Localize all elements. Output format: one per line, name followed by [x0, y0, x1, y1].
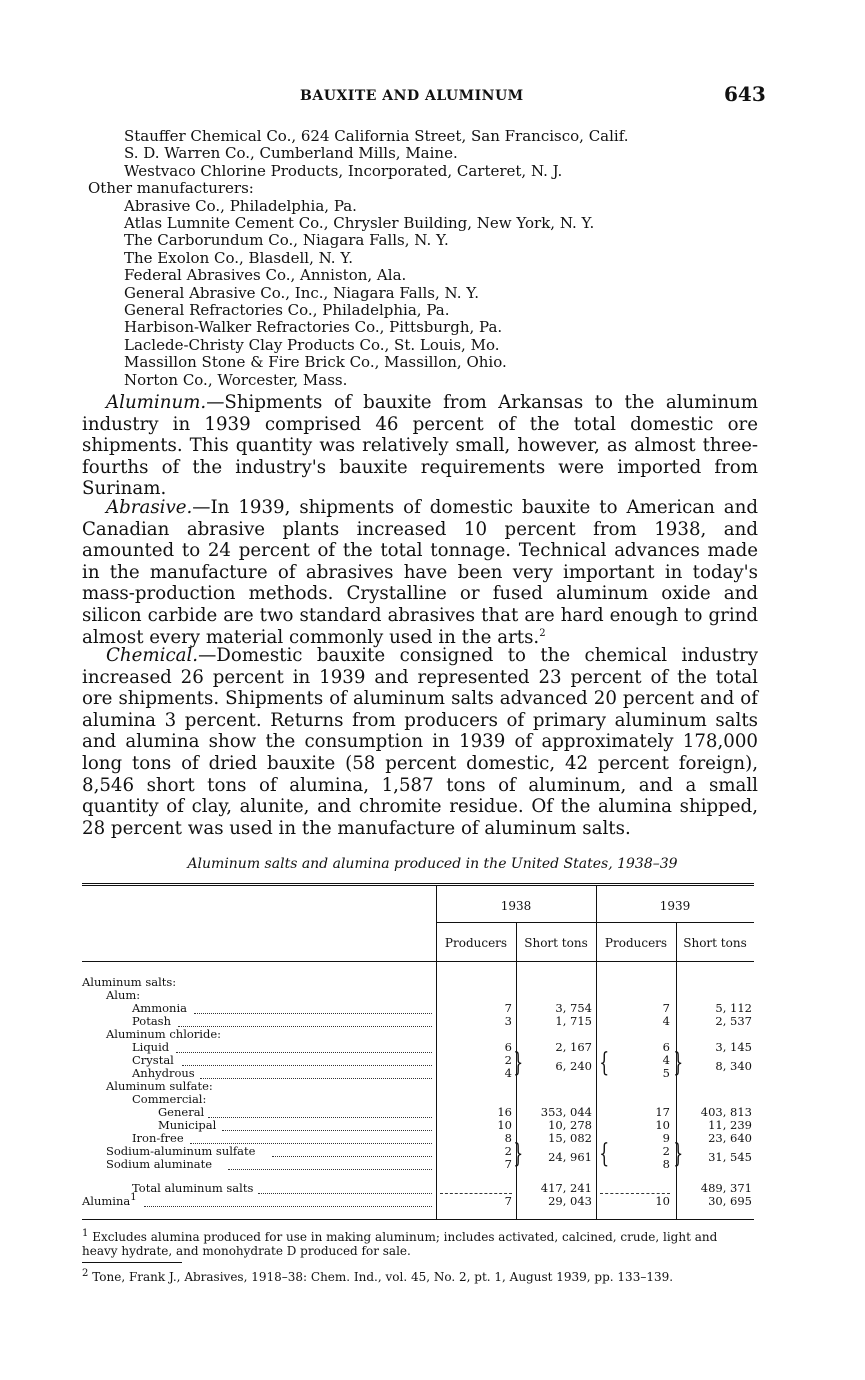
cell-producers-1939: 4	[662, 1014, 670, 1028]
cell-tons-1939: 31, 545	[708, 1150, 752, 1164]
leader-dots	[194, 1012, 432, 1014]
cell-producers-1939: 2	[662, 1144, 670, 1158]
row-label: Anhydrous	[132, 1066, 195, 1080]
col-header-tons-1939: Short tons	[683, 936, 747, 950]
cell-producers-1939: 7	[662, 1001, 670, 1015]
data-table	[82, 881, 754, 1220]
cell-producers-1939: 9	[662, 1131, 670, 1145]
cell-tons-1938: 2, 167	[555, 1040, 592, 1054]
list-item: General Refractories Co., Philadelphia, Pa.	[124, 301, 450, 320]
list-item: The Carborundum Co., Niagara Falls, N. Y.	[124, 231, 449, 250]
row-label: Aluminum sulfate:	[106, 1079, 213, 1093]
cell-producers-1938: 6	[504, 1040, 512, 1054]
footnote-ref: 1	[130, 1192, 137, 1204]
leader-dots	[228, 1168, 432, 1170]
footnote-rule	[82, 1262, 182, 1263]
cell-tons-1938: 353, 044	[540, 1105, 592, 1119]
leader-dots	[176, 1051, 432, 1053]
year-header-1939: 1939	[659, 899, 691, 913]
list-heading: Other manufacturers:	[88, 179, 254, 198]
page-header	[0, 80, 865, 110]
row-label: Municipal	[158, 1118, 217, 1132]
table-rule-year	[436, 922, 754, 923]
list-item: Westvaco Chlorine Products, Incorporated, Carteret, N. J.	[124, 161, 563, 180]
brace: }	[673, 1048, 684, 1078]
cell-tons-1938: 29, 043	[548, 1194, 592, 1208]
brace: }	[673, 1139, 684, 1169]
paragraph-lead: Chemical.	[106, 645, 199, 666]
cell-tons-1938: 10, 278	[548, 1118, 592, 1132]
manufacturer-list	[88, 128, 788, 389]
cell-producers-1939: 10	[655, 1118, 670, 1132]
cell-tons-1938: 3, 754	[555, 1001, 592, 1015]
cell-producers-1939: 10	[655, 1194, 670, 1208]
footnote-1	[82, 1230, 754, 1258]
cell-producers-1939: 5	[662, 1066, 670, 1080]
leader-dots	[258, 1192, 432, 1194]
list-item: S. D. Warren Co., Cumberland Mills, Maine.	[124, 144, 458, 163]
list-item: Atlas Lumnite Cement Co., Chrysler Building, New York, N. Y.	[124, 214, 595, 233]
paragraph-text: —Domestic bauxite consigned to the chemical industry increased 26 percent in 1939 and represented 23 percent of the total ore shipments. Shipments of aluminum salts advanced 20 percent and of alumina 3 percent. Returns from producers of primary aluminum salts and alumina show the consumption in 1939 of approximately 178,000 long tons of dried bauxite (58 percent domestic, 42 percent foreign), 8,546 short tons of alumina, 1,587 tons of aluminum, and a small quantity of clay, alunite, and chromite residue. Of the alumina shipped, 28 percent was used in the manufacture of aluminum salts.	[82, 645, 758, 839]
running-head: BAUXITE AND ALUMINUM	[300, 88, 524, 104]
footnote-ref: 2	[539, 627, 546, 639]
row-label: Commercial:	[132, 1092, 207, 1106]
cell-producers-1938: 8	[504, 1131, 512, 1145]
row-label: Alum:	[106, 988, 141, 1002]
brace: }	[513, 1139, 524, 1169]
cell-producers-1939: 17	[655, 1105, 670, 1119]
list-item: Abrasive Co., Philadelphia, Pa.	[124, 196, 357, 215]
paragraph-aluminum	[82, 392, 758, 500]
cell-tons-1938: 24, 961	[548, 1150, 592, 1164]
cell-producers-1938: 4	[504, 1066, 512, 1080]
row-label: Potash	[132, 1014, 171, 1028]
paragraph-lead: Abrasive.	[106, 497, 193, 518]
brace: }	[513, 1048, 524, 1078]
row-label: Iron-free	[132, 1131, 184, 1145]
table-rule-top-2	[82, 885, 754, 886]
row-label: Sodium-aluminum sulfate	[106, 1144, 256, 1158]
cell-producers-1938: 2	[504, 1053, 512, 1067]
footnote-mark: 2	[82, 1268, 89, 1279]
cell-tons-1939: 403, 813	[700, 1105, 752, 1119]
footnote-mark: 1	[82, 1228, 89, 1239]
cell-tons-1938: 1, 715	[555, 1014, 592, 1028]
cell-tons-1938: 15, 082	[548, 1131, 592, 1145]
cell-producers-1939: 8	[662, 1157, 670, 1171]
table-rule-top	[82, 883, 754, 884]
footnote-text: Excludes alumina produced for use in making aluminum; includes activated, calcined, crude, light and heavy hydrate, and monohydrate D produced for sale.	[82, 1230, 718, 1258]
leader-dots	[182, 1064, 432, 1066]
cell-producers-1938: 7	[504, 1194, 512, 1208]
cell-producers-1938: 10	[497, 1118, 512, 1132]
cell-producers-1938: 3	[504, 1014, 512, 1028]
row-label: Aluminum salts:	[82, 975, 177, 989]
footnote-text: Tone, Frank J., Abrasives, 1918–38: Chem. Ind., vol. 45, No. 2, pt. 1, August 1939, pp. 133–139.	[92, 1270, 674, 1284]
row-label-text: Alumina	[82, 1194, 131, 1208]
row-label: Crystal	[132, 1053, 174, 1067]
table-rule-header	[82, 961, 754, 962]
col-header-producers-1939: Producers	[604, 936, 668, 950]
row-label: Total aluminum salts	[132, 1181, 254, 1195]
table-rule-bottom	[82, 1219, 754, 1220]
paragraph-text: —Shipments of bauxite from Arkansas to the aluminum industry in 1939 comprised 46 percent of the total domestic ore shipments. This quantity was relatively small, however, as almost three-fourths of the industry's bauxite requirements were imported from Surinam.	[82, 392, 758, 500]
paragraph-text: —In 1939, shipments of domestic bauxite to American and Canadian abrasive plants increased 10 percent from 1938, and amounted to 24 percent of the total tonnage. Technical advances made in the manufacture of abrasives have been very important in today's mass-production methods. Crystalline or fused aluminum oxide and silicon carbide are two standard abrasives that are hard enough to grind almost every material commonly used in the arts.	[82, 497, 758, 648]
row-label: Sodium aluminate	[106, 1157, 213, 1171]
col-header-producers-1938: Producers	[444, 936, 508, 950]
row-label: Ammonia	[132, 1001, 187, 1015]
row-label: General	[158, 1105, 205, 1119]
cell-producers-1938: 2	[504, 1144, 512, 1158]
cell-producers-1939: 4	[662, 1053, 670, 1067]
footnote-2	[82, 1270, 754, 1284]
cell-tons-1939: 30, 695	[708, 1194, 752, 1208]
leader-dots	[222, 1129, 432, 1131]
cell-producers-1939: 6	[662, 1040, 670, 1054]
list-item: Norton Co., Worcester, Mass.	[124, 370, 348, 389]
cell-producers-1938: 16	[497, 1105, 512, 1119]
leader-dots	[144, 1205, 432, 1207]
cell-tons-1939: 23, 640	[708, 1131, 752, 1145]
cell-producers-1938: 7	[504, 1001, 512, 1015]
leader-dots	[272, 1155, 432, 1157]
list-item: Stauffer Chemical Co., 624 California Street, San Francisco, Calif.	[124, 127, 629, 145]
paragraph-lead: Aluminum.	[106, 392, 207, 413]
page-number: 643	[724, 82, 766, 106]
cell-tons-1939: 5, 112	[715, 1001, 752, 1015]
brace: {	[599, 1048, 610, 1078]
cell-tons-1939: 11, 239	[708, 1118, 752, 1132]
row-label: Liquid	[132, 1040, 170, 1054]
list-item: The Exolon Co., Blasdell, N. Y.	[124, 248, 354, 267]
cell-tons-1939: 489, 371	[700, 1181, 752, 1195]
cell-tons-1939: 2, 537	[715, 1014, 752, 1028]
list-item: General Abrasive Co., Inc., Niagara Falls, N. Y.	[124, 283, 479, 302]
list-item: Laclede-Christy Clay Products Co., St. Louis, Mo.	[124, 335, 500, 354]
list-item: Massillon Stone & Fire Brick Co., Massillon, Ohio.	[124, 353, 507, 372]
table-title: Aluminum salts and alumina produced in the United States, 1938–39	[187, 856, 678, 872]
year-header-1938: 1938	[500, 899, 532, 913]
leader-dots	[200, 1077, 432, 1079]
row-label: Aluminum chloride:	[106, 1027, 222, 1041]
paragraph-chemical	[82, 645, 758, 839]
paragraph-abrasive	[82, 497, 758, 648]
list-item: Harbison-Walker Refractories Co., Pittsburgh, Pa.	[124, 318, 503, 337]
cell-tons-1939: 3, 145	[715, 1040, 752, 1054]
col-header-tons-1938: Short tons	[524, 936, 588, 950]
cell-tons-1939: 8, 340	[715, 1059, 752, 1073]
row-label	[82, 1194, 137, 1208]
cell-tons-1938: 6, 240	[555, 1059, 592, 1073]
cell-producers-1938: 7	[504, 1157, 512, 1171]
cell-tons-1938: 417, 241	[540, 1181, 592, 1195]
leader-dots	[208, 1116, 432, 1118]
list-item: Federal Abrasives Co., Anniston, Ala.	[124, 266, 407, 285]
brace: {	[599, 1139, 610, 1169]
